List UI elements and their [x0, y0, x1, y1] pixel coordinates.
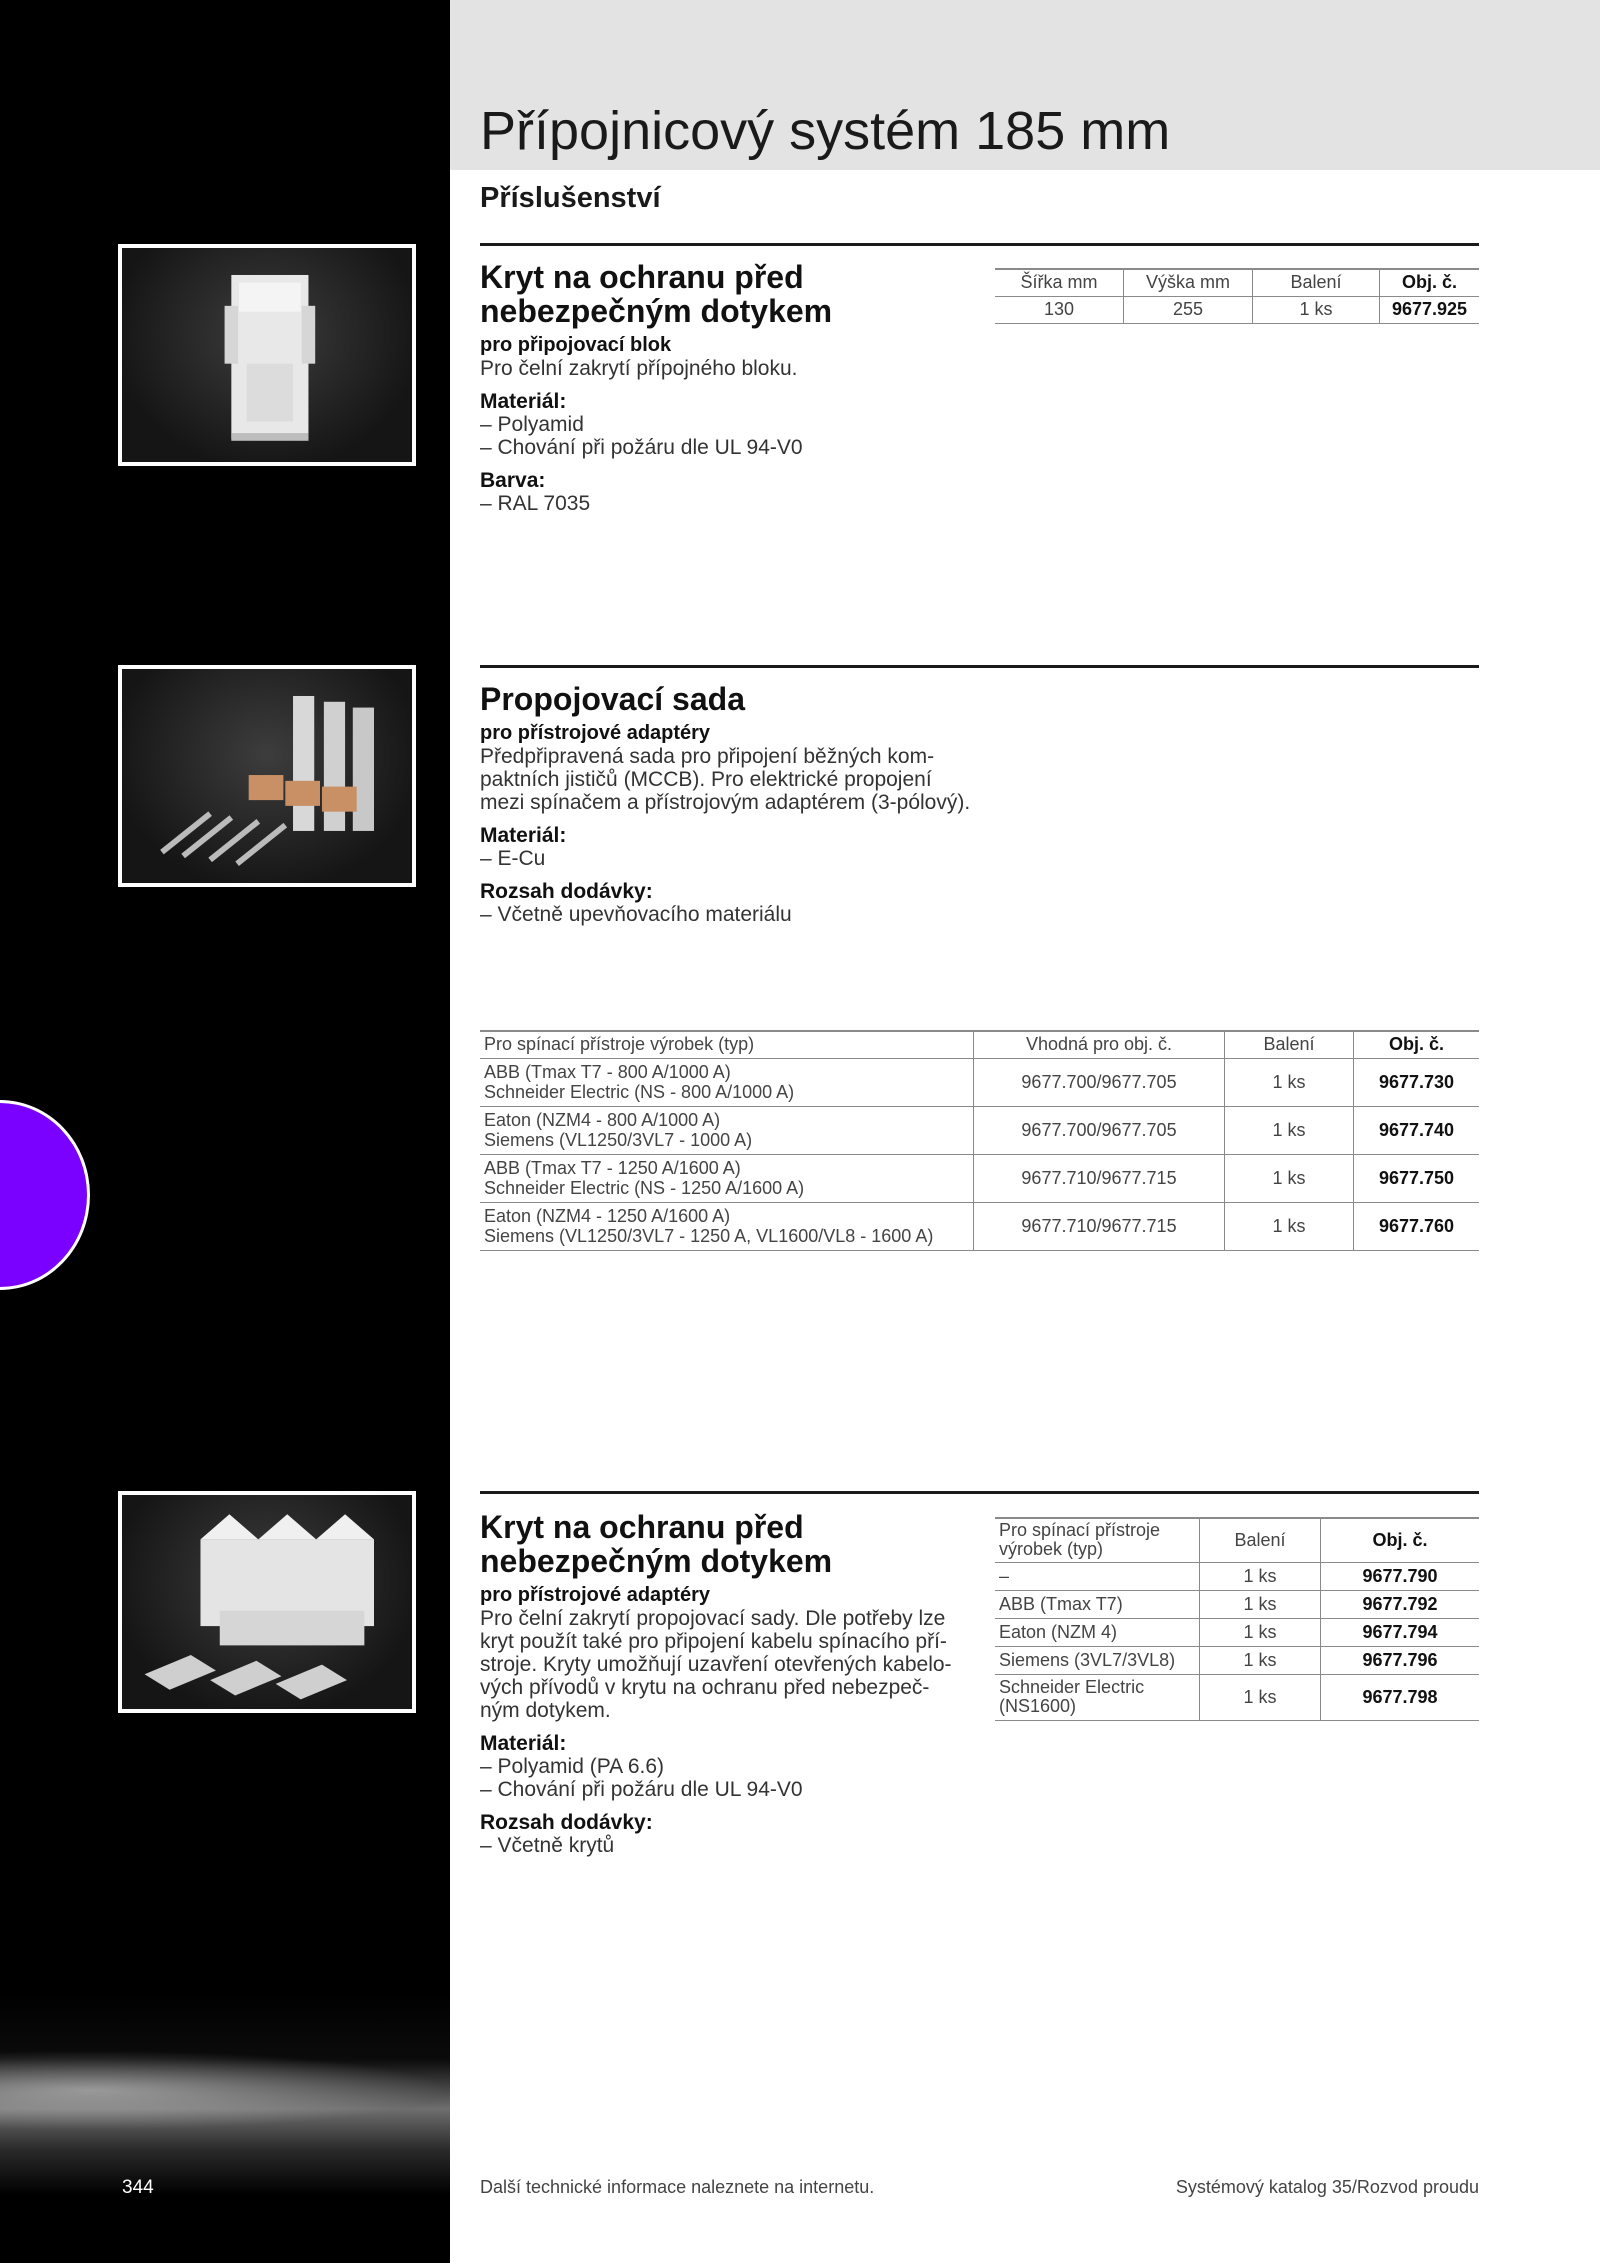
product-description: Pro čelní zakrytí přípojného bloku.	[480, 357, 798, 380]
product-description-line: vých přívodů v krytu na ochranu před nebezpeč-	[480, 1676, 930, 1699]
product-cover-adapter	[480, 1510, 960, 1857]
cell-order: 9677.740	[1354, 1106, 1480, 1154]
sidebar-light-glow	[0, 2050, 450, 2130]
product-title	[480, 1510, 960, 1578]
product-connection-set	[480, 682, 1000, 926]
product-description-line: Předpřipravená sada pro připojení běžných kom-	[480, 745, 935, 768]
product-cover-block	[480, 260, 980, 515]
cell-order: 9677.760	[1354, 1202, 1480, 1250]
product-subtitle: pro připojovací blok	[480, 334, 672, 356]
color-label: Barva:	[480, 469, 546, 492]
col-header-order: Obj. č.	[1354, 1031, 1480, 1058]
material-item: – Chování při požáru dle UL 94-V0	[480, 1778, 803, 1801]
col-header-pack: Balení	[1200, 1518, 1321, 1562]
product-description-line: ným dotykem.	[480, 1699, 611, 1722]
product-subtitle: pro přístrojové adaptéry	[480, 1584, 711, 1606]
page-title: Přípojnicový systém 185 mm	[480, 101, 1171, 161]
cell-pack: 1 ks	[1225, 1154, 1354, 1202]
product-title-line: nebezpečným dotykem	[480, 293, 833, 329]
cell-order: 9677.750	[1354, 1154, 1480, 1202]
cell-type	[480, 1058, 974, 1106]
table-row	[995, 1674, 1479, 1720]
col-header-order: Obj. č.	[1321, 1518, 1480, 1562]
col-header-pack: Balení	[1225, 1031, 1354, 1058]
cell-pack: 1 ks	[1200, 1590, 1321, 1618]
product-photo-connection-set	[118, 665, 416, 887]
material-label: Materiál:	[480, 390, 567, 413]
col-header-width: Šířka mm	[1020, 272, 1098, 293]
cell-type-line: Eaton (NZM4 - 1250 A/1600 A)	[484, 1206, 731, 1226]
cell-pack: 1 ks	[1200, 1562, 1321, 1590]
cell-width: 130	[1043, 299, 1075, 319]
cell-type-line: ABB (Tmax T7 - 1250 A/1600 A)	[484, 1158, 741, 1178]
cell-type: Eaton (NZM 4)	[999, 1621, 1118, 1642]
section-subtitle: Příslušenství	[480, 182, 661, 214]
cell-type	[480, 1202, 974, 1250]
cell-height: 255	[1124, 296, 1253, 323]
cell-type-line: Schneider Electric (NS - 800 A/1000 A)	[484, 1082, 795, 1102]
cell-order: 9677.796	[1321, 1646, 1480, 1674]
cell-order: 9677.790	[1321, 1562, 1480, 1590]
delivery-label: Rozsah dodávky:	[480, 880, 653, 903]
cell-type: Siemens (3VL7/3VL8)	[999, 1649, 1176, 1670]
footer-right-text: Systémový katalog 35/Rozvod proudu	[1175, 2177, 1479, 2197]
product-title-line: Kryt na ochranu před	[480, 259, 804, 295]
product-title-line: nebezpečným dotykem	[480, 1543, 833, 1579]
cell-order: 9677.798	[1321, 1674, 1480, 1720]
material-label: Materiál:	[480, 1732, 567, 1755]
cell-type-line: Schneider Electric (NS - 1250 A/1600 A)	[484, 1178, 805, 1198]
table-row	[995, 296, 1479, 323]
material-item: – Polyamid	[480, 413, 584, 436]
cell-pack: 1 ks	[1253, 296, 1380, 323]
cell-pack: 1 ks	[1200, 1674, 1321, 1720]
table-row	[480, 1154, 1479, 1202]
product-description-line: stroje. Kryty umožňují uzavření otevřených kabelo-	[480, 1653, 952, 1676]
product-description-line: kryt použít také pro připojení kabelu spínacího pří-	[480, 1630, 947, 1653]
material-item: – Chování při požáru dle UL 94-V0	[480, 436, 803, 459]
cell-type-line: (NS1600)	[999, 1696, 1077, 1716]
product-photo-cover-block	[118, 244, 416, 466]
cell-suitable: 9677.700/9677.705	[974, 1106, 1225, 1154]
spec-table-cover-block	[995, 268, 1479, 324]
material-item: – E-Cu	[480, 847, 546, 870]
col-header-type-line: výrobek (typ)	[999, 1539, 1104, 1560]
delivery-item: – Včetně upevňovacího materiálu	[480, 903, 792, 926]
table-row	[995, 1646, 1479, 1674]
cell-order: 9677.792	[1321, 1590, 1480, 1618]
col-header-suitable: Vhodná pro obj. č.	[974, 1031, 1225, 1058]
product-title-line: Kryt na ochranu před	[480, 1509, 804, 1545]
cell-suitable: 9677.710/9677.715	[974, 1202, 1225, 1250]
cell-type	[480, 1106, 974, 1154]
section-rule	[480, 665, 1479, 668]
cell-type-line: Siemens (VL1250/3VL7 - 1250 A, VL1600/VL8 - 1600 A)	[484, 1226, 934, 1246]
page-number: 344	[122, 2177, 154, 2198]
cell-order: 9677.730	[1354, 1058, 1480, 1106]
cell-pack: 1 ks	[1225, 1106, 1354, 1154]
delivery-item: – Včetně krytů	[480, 1834, 615, 1857]
table-row	[995, 1590, 1479, 1618]
cell-type-line: Siemens (VL1250/3VL7 - 1000 A)	[484, 1130, 753, 1150]
color-item: – RAL 7035	[480, 492, 591, 515]
cell-order: 9677.925	[1380, 296, 1480, 323]
spec-table-cover-adapter	[995, 1517, 1479, 1721]
cell-type-line: Schneider Electric	[999, 1677, 1145, 1697]
cell-type	[480, 1154, 974, 1202]
delivery-label: Rozsah dodávky:	[480, 1811, 653, 1834]
cell-type-line: ABB (Tmax T7 - 800 A/1000 A)	[484, 1062, 731, 1082]
cell-type	[995, 1674, 1200, 1720]
footer-left-text: Další technické informace naleznete na internetu.	[480, 2177, 875, 2197]
cell-suitable: 9677.710/9677.715	[974, 1154, 1225, 1202]
cell-pack: 1 ks	[1225, 1202, 1354, 1250]
cell-pack: 1 ks	[1200, 1618, 1321, 1646]
table-row	[995, 1618, 1479, 1646]
cell-pack: 1 ks	[1225, 1058, 1354, 1106]
cell-type-line: Eaton (NZM4 - 800 A/1000 A)	[484, 1110, 721, 1130]
material-item: – Polyamid (PA 6.6)	[480, 1755, 665, 1778]
col-header-type: Pro spínací přístroje výrobek (typ)	[484, 1034, 755, 1055]
product-description-line: Pro čelní zakrytí propojovací sady. Dle potřeby lze	[480, 1607, 946, 1630]
cell-type: –	[999, 1565, 1010, 1586]
section-rule	[480, 1491, 1479, 1494]
product-photo-cover-adapter	[118, 1491, 416, 1713]
product-description-line: paktních jističů (MCCB). Pro elektrické propojení	[480, 768, 932, 791]
cell-order: 9677.794	[1321, 1618, 1480, 1646]
section-rule	[480, 243, 1479, 246]
col-header-order: Obj. č.	[1380, 269, 1480, 296]
spec-table-connection-set	[480, 1030, 1479, 1251]
table-row	[480, 1058, 1479, 1106]
product-subtitle: pro přístrojové adaptéry	[480, 722, 711, 744]
table-row	[995, 1562, 1479, 1590]
table-row	[480, 1202, 1479, 1250]
product-description-line: mezi spínačem a přístrojovým adaptérem (3-pólový).	[480, 791, 971, 814]
cell-pack: 1 ks	[1200, 1646, 1321, 1674]
col-header-type-line: Pro spínací přístroje	[999, 1520, 1161, 1541]
table-row	[480, 1106, 1479, 1154]
col-header-type	[995, 1518, 1200, 1562]
col-header-pack: Balení	[1253, 269, 1380, 296]
cell-suitable: 9677.700/9677.705	[974, 1058, 1225, 1106]
material-label: Materiál:	[480, 824, 567, 847]
col-header-height: Výška mm	[1124, 269, 1253, 296]
product-title	[480, 260, 980, 328]
product-title: Propojovací sada	[480, 681, 745, 717]
cell-type: ABB (Tmax T7)	[999, 1593, 1123, 1614]
